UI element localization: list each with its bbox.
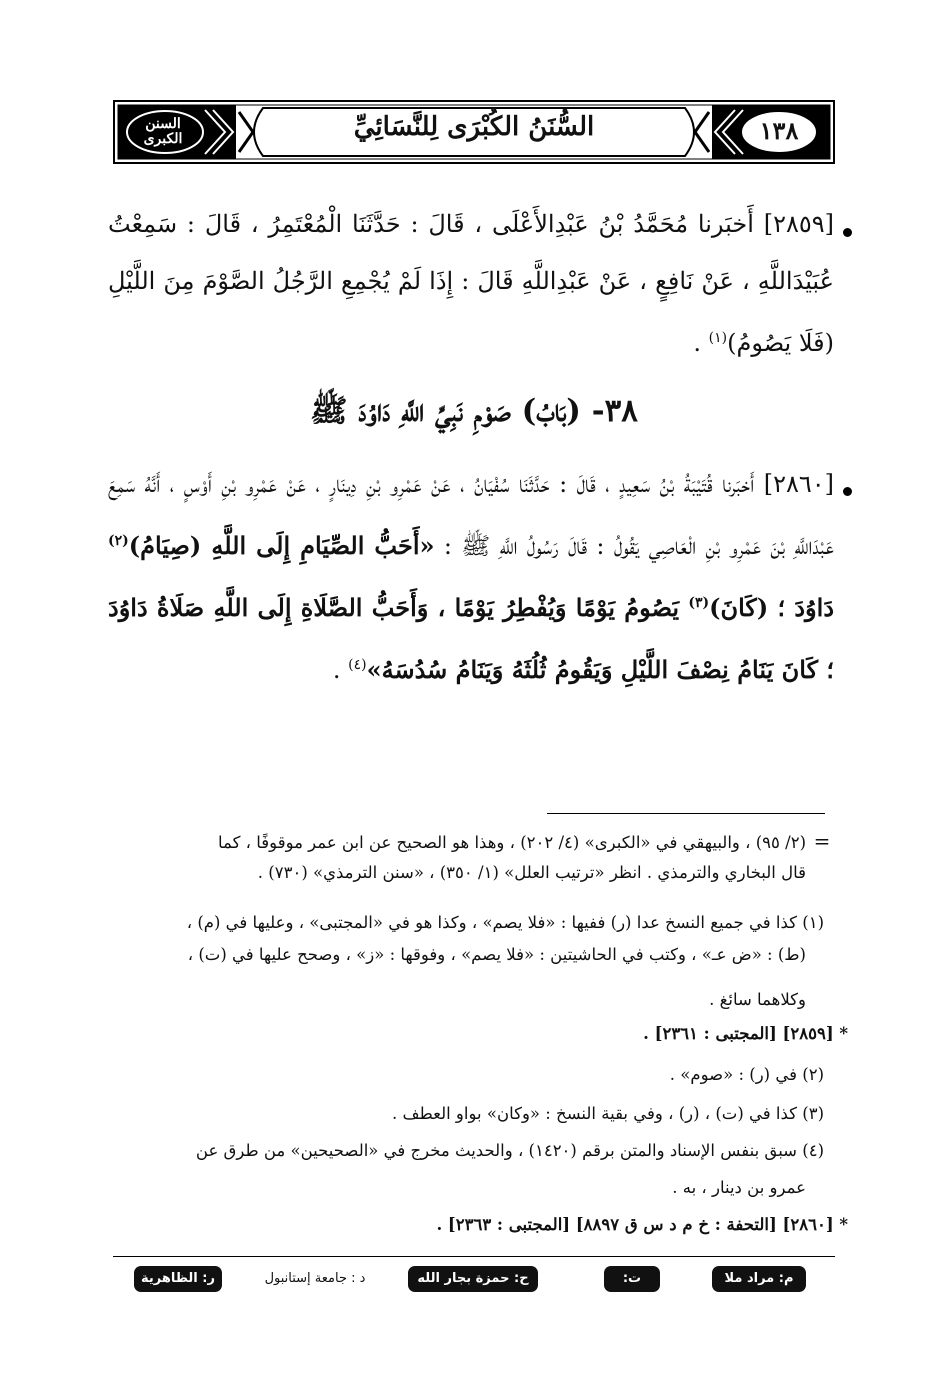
bottom-separator	[113, 1256, 835, 1257]
footnote-1-line-1: (١) كذا في جميع النسخ عدا (ر) ففيها : «فلا يصم» ، وكذا هو في «المجتبى» ، وعليها في (م) ،	[186, 913, 824, 932]
hadith-2860-quote: «أَحَبُّ الصِّيَامِ إِلَى اللَّهِ (صِيَامُ)$^{(٢)}$ دَاوُدَ ؛ (كَانَ)$^{(٣)}$ يَصُومُ يَوْمًا وَيُفْطِرُ يَوْمًا ، وَأَحَبُّ الصَّلَاةِ إِلَى اللَّهِ صَلَاةُ دَاوُدَ ؛ كَانَ يَنَامُ نِصْفَ اللَّيْلِ وَيَقُومُ ثُلُثَهُ وَيَنَامُ سُدُسَهُ»	[108, 531, 835, 684]
hadith-2860-intro: [٢٨٦٠] أَخبَرنا قُتَيْبَةُ بْنُ سَعِيدٍ ، قَالَ : حَدَّثَنَا سُفْيَانُ ، عَنْ عَمْرِو بْنِ دِينَارٍ ، عَنْ عَمْرِو بْنِ أَوْسٍ ، أَنَّهُ سَمِعَ عَبْدَاللَّهِ بْنَ عَمْرِو بْنِ الْعَاصِي يَقُولُ : قَالَ رَسُولُ اللَّهِ ﷺ :	[108, 470, 834, 560]
manuscript-d: د : جامعة إستانبول	[264, 1271, 366, 1286]
footnote-ref-1: (١)	[708, 330, 728, 346]
footnote-2: (٢) في (ر) : «صوم» .	[669, 1065, 824, 1084]
footnote-4-line-2: عمرو بن دينار ، به .	[672, 1178, 806, 1197]
manuscript-r: ر: الظاهرية	[134, 1266, 222, 1292]
continuation-mark: =	[813, 829, 831, 853]
footnote-ref-2: (٢)	[108, 533, 129, 549]
footnote-3: (٣) كذا في (ت) ، (ر) ، وفي بقية النسخ : «وكان» بواو العطف .	[392, 1104, 824, 1123]
hadith-2859: [٢٨٥٩] أَخبَرنا مُحَمَّدُ بْنُ عَبْدِالأَعْلَى ، قَالَ : حَدَّثَنَا الْمُعْتَمِرُ ، قَالَ : سَمِعْتُ عُبَيْدَاللَّهِ ، عَنْ نَافِعٍ ، عَنْ عَبْدِاللَّهِ قَالَ : إِذَا لَمْ يُجْمِعِ الرَّجُلُ الصَّوْمَ مِنَ اللَّيْلِ (فَلَا يَصُومُ)$^{(١)}$ .	[108, 210, 834, 357]
page-number: ١٣٨	[759, 116, 799, 145]
footnote-4-line-1: (٤) سبق بنفس الإسناد والمتن برقم (١٤٢٠) ، والحديث مخرج في «الصحيحين» من طرق عن	[195, 1141, 824, 1160]
footnote-separator	[547, 813, 825, 814]
footnote-1-line-2: (ط) : «ض عـ» ، وكتب في الحاشيتين : «فلا يصم» ، وفوقها : «ز» ، وصحح عليها في (ت) ،	[187, 945, 806, 964]
footnote-1-line-3: وكلاهما سائغ .	[709, 990, 806, 1009]
book-title: السُّنَنُ الكُبْرَى لِلنَّسَائِيِّ	[353, 112, 595, 142]
header-logo: السنن الكبرى	[143, 116, 183, 147]
paragraph-bullet	[843, 487, 852, 496]
manuscript-m: م: مراد ملا	[712, 1266, 806, 1292]
chapter-heading: ٣٨- (بَابُ) صَوْمِ نَبِيِّ اللَّهِ دَاوُدَ ﷺ	[310, 393, 638, 429]
footnote-star-2860: * [٢٨٦٠] [التحفة : خ م د س ق ٨٨٩٧] [المجتبى : ٢٣٦٣] .	[436, 1215, 848, 1234]
hadith-2859-text: [٢٨٥٩] أَخبَرنا مُحَمَّدُ بْنُ عَبْدِالأَعْلَى ، قَالَ : حَدَّثَنَا الْمُعْتَمِرُ ، قَالَ : سَمِعْتُ عُبَيْدَاللَّهِ ، عَنْ نَافِعٍ ، عَنْ عَبْدِاللَّهِ قَالَ : إِذَا لَمْ يُجْمِعِ الرَّجُلُ الصَّوْمَ مِنَ اللَّيْلِ (فَلَا يَصُومُ)	[108, 210, 834, 357]
footnote-continuation-line-1: (٢/ ٩٥) ، والبيهقي في «الكبرى» (٤/ ٢٠٢) ، وهذا هو الصحيح عن ابن عمر موقوفًا ، كما	[218, 833, 806, 852]
hadith-2860: [٢٨٦٠] أَخبَرنا قُتَيْبَةُ بْنُ سَعِيدٍ ، قَالَ : حَدَّثَنَا سُفْيَانُ ، عَنْ عَمْرِو بْنِ دِينَارٍ ، عَنْ عَمْرِو بْنِ أَوْسٍ ، أَنَّهُ سَمِعَ عَبْدَاللَّهِ بْنَ عَمْرِو بْنِ الْعَاصِي يَقُولُ : قَالَ رَسُولُ اللَّهِ ﷺ : «أَحَبُّ الصِّيَامِ إِلَى اللَّهِ (صِيَامُ)$^{(٢)}$ دَاوُدَ ؛ (كَانَ)$^{(٣)}$ يَصُومُ يَوْمًا وَيُفْطِرُ يَوْمًا ، وَأَحَبُّ الصَّلَاةِ إِلَى اللَّهِ صَلَاةُ دَاوُدَ ؛ كَانَ يَنَامُ نِصْفَ اللَّيْلِ وَيَقُومُ ثُلُثَهُ وَيَنَامُ سُدُسَهُ»$^{(٤)}$ .	[108, 470, 835, 684]
footnote-ref-3: (٣)	[688, 595, 710, 611]
footnote-star-2859: * [٢٨٥٩] [المجتبى : ٢٣٦١] .	[643, 1024, 848, 1043]
paragraph-bullet	[843, 228, 852, 237]
manuscript-h: ح: حمزة بجار الله	[408, 1266, 538, 1292]
footnote-continuation-line-2: قال البخاري والترمذي . انظر «ترتيب العلل» (١/ ٣٥٠) ، «سنن الترمذي» (٧٣٠) .	[257, 863, 806, 882]
footnote-ref-4: (٤)	[348, 657, 367, 673]
manuscript-t: ت: تطوان	[604, 1266, 660, 1292]
